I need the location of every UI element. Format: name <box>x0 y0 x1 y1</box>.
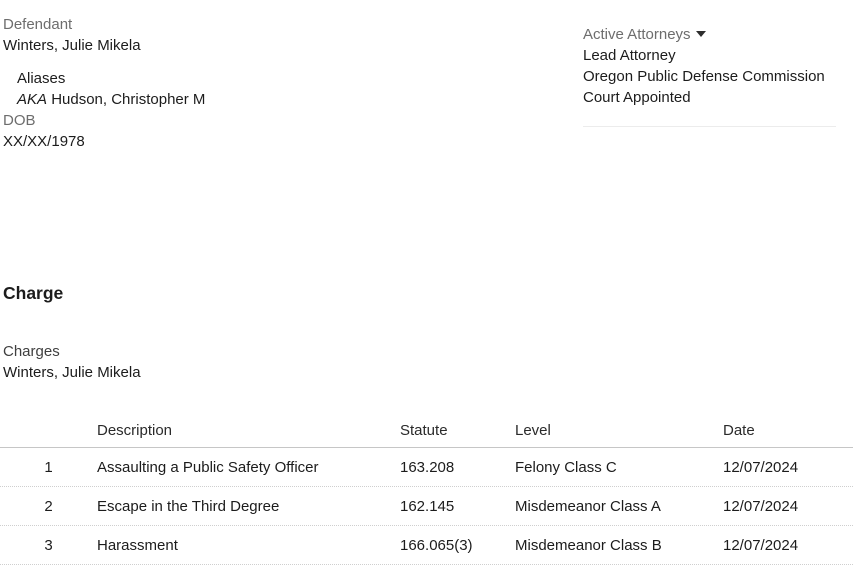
aliases-label: Aliases <box>17 70 66 87</box>
defendant-name: Winters, Julie Mikela <box>3 37 141 54</box>
active-attorneys-section <box>583 24 836 127</box>
alias-line <box>17 89 205 110</box>
column-header-statute: Statute <box>400 422 448 439</box>
attorneys-divider <box>583 126 836 127</box>
alias-prefix: AKA <box>17 91 48 108</box>
active-attorneys-label: Active Attorneys <box>583 26 691 43</box>
charge-statute: 163.208 <box>400 458 455 476</box>
charge-date: 12/07/2024 <box>723 497 799 515</box>
column-header-date: Date <box>723 422 755 439</box>
charge-level: Misdemeanor Class B <box>515 536 662 554</box>
dob-value: XX/XX/1978 <box>3 133 85 150</box>
charge-level: Misdemeanor Class A <box>515 497 661 515</box>
alias-group <box>3 68 205 110</box>
charge-date: 12/07/2024 <box>723 536 799 554</box>
charges-party-name: Winters, Julie Mikela <box>3 364 141 381</box>
charge-level: Felony Class C <box>515 458 617 476</box>
column-header-description: Description <box>97 422 173 439</box>
charges-label: Charges <box>3 343 60 360</box>
alias-name: Hudson, Christopher M <box>51 91 206 108</box>
charge-statute: 166.065(3) <box>400 536 473 554</box>
charge-description: Harassment <box>97 536 178 554</box>
column-header-level: Level <box>515 422 551 439</box>
charge-statute: 162.145 <box>400 497 455 515</box>
attorney-role: Lead Attorney <box>583 47 676 64</box>
charge-description: Assaulting a Public Safety Officer <box>97 458 319 476</box>
charges-party-section <box>3 341 141 383</box>
charges-table-header-row <box>0 415 853 448</box>
dob-label: DOB <box>3 112 36 129</box>
charge-row-1 <box>0 448 853 487</box>
active-attorneys-dropdown[interactable] <box>583 24 836 45</box>
charge-number: 1 <box>44 458 53 476</box>
charge-section-heading: Charge <box>3 283 64 303</box>
attorney-appointment-type: Court Appointed <box>583 89 691 106</box>
charges-table <box>0 415 853 565</box>
charge-row-3 <box>0 526 853 565</box>
defendant-section <box>3 14 205 152</box>
attorney-name: Oregon Public Defense Commission <box>583 68 825 85</box>
caret-down-icon <box>696 31 706 37</box>
charge-date: 12/07/2024 <box>723 458 799 476</box>
charge-number: 2 <box>44 497 53 515</box>
defendant-label: Defendant <box>3 16 73 33</box>
charge-number: 3 <box>44 536 53 554</box>
charge-description: Escape in the Third Degree <box>97 497 280 515</box>
charge-row-2 <box>0 487 853 526</box>
column-header-number <box>0 439 97 447</box>
